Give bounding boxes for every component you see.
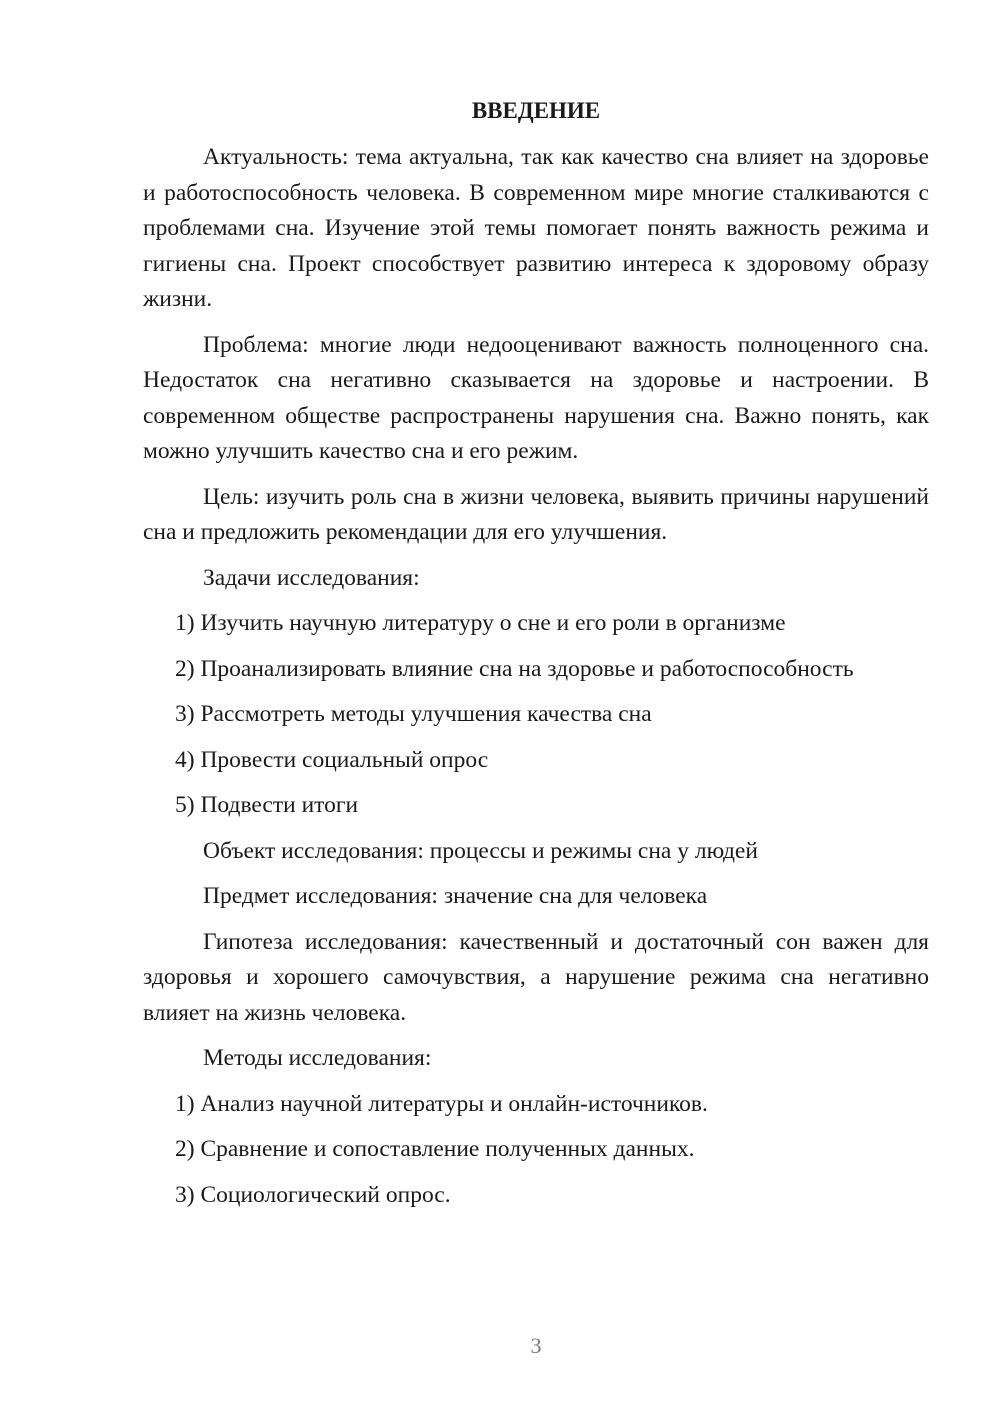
research-subject: Предмет исследования: значение сна для человека [203,883,708,909]
task-item: 5) Подвести итоги [175,792,359,818]
document-body [143,140,929,1223]
research-object: Объект исследования: процессы и режимы сна у людей [203,837,758,864]
tasks-heading: Задачи исследования: [203,564,420,591]
page-number: 3 [530,1333,542,1358]
page-title: ВВЕДЕНИЕ [471,98,601,123]
methods-heading: Методы исследования: [203,1045,432,1071]
methods-list [143,1087,929,1214]
task-item: 1) Изучить научную литературу о сне и его роли в организме [175,610,786,636]
task-item: 4) Провести социальный опрос [175,746,489,773]
method-item: 3) Социологический опрос. [175,1181,451,1208]
relevance-paragraph: Актуальность: тема актуальна, так как качество сна влияет на здоровье и работоспособность человека. В современном мире многие сталкиваются с проблемами сна. Изучение этой темы помогает понять важность режима и гигиены сна. Проект способствует развитию интереса к здоровому образу жизни. [143,144,929,312]
hypothesis-paragraph: Гипотеза исследования: качественный и достаточный сон важен для здоровья и хорошего самочувствия, а нарушение режима сна негативно влияет на жизнь человека. [143,928,929,1026]
goal-paragraph: Цель: изучить роль сна в жизни человека, выявить причины нарушений сна и предложить рекомендации для его улучшения. [143,483,929,545]
method-item: 2) Сравнение и сопоставление полученных данных. [175,1136,695,1162]
task-item: 2) Проанализировать влияние сна на здоровье и работоспособность [175,655,854,682]
task-item: 3) Рассмотреть методы улучшения качества сна [175,701,652,727]
method-item: 1) Анализ научной литературы и онлайн-источников. [175,1090,708,1117]
tasks-list [143,606,929,824]
problem-paragraph: Проблема: многие люди недооценивают важность полноценного сна. Недостаток сна негативно сказывается на здоровье и настроении. В современном обществе распространены нарушения сна. Важно понять, как можно улучшить качество сна и его режим. [143,331,929,464]
